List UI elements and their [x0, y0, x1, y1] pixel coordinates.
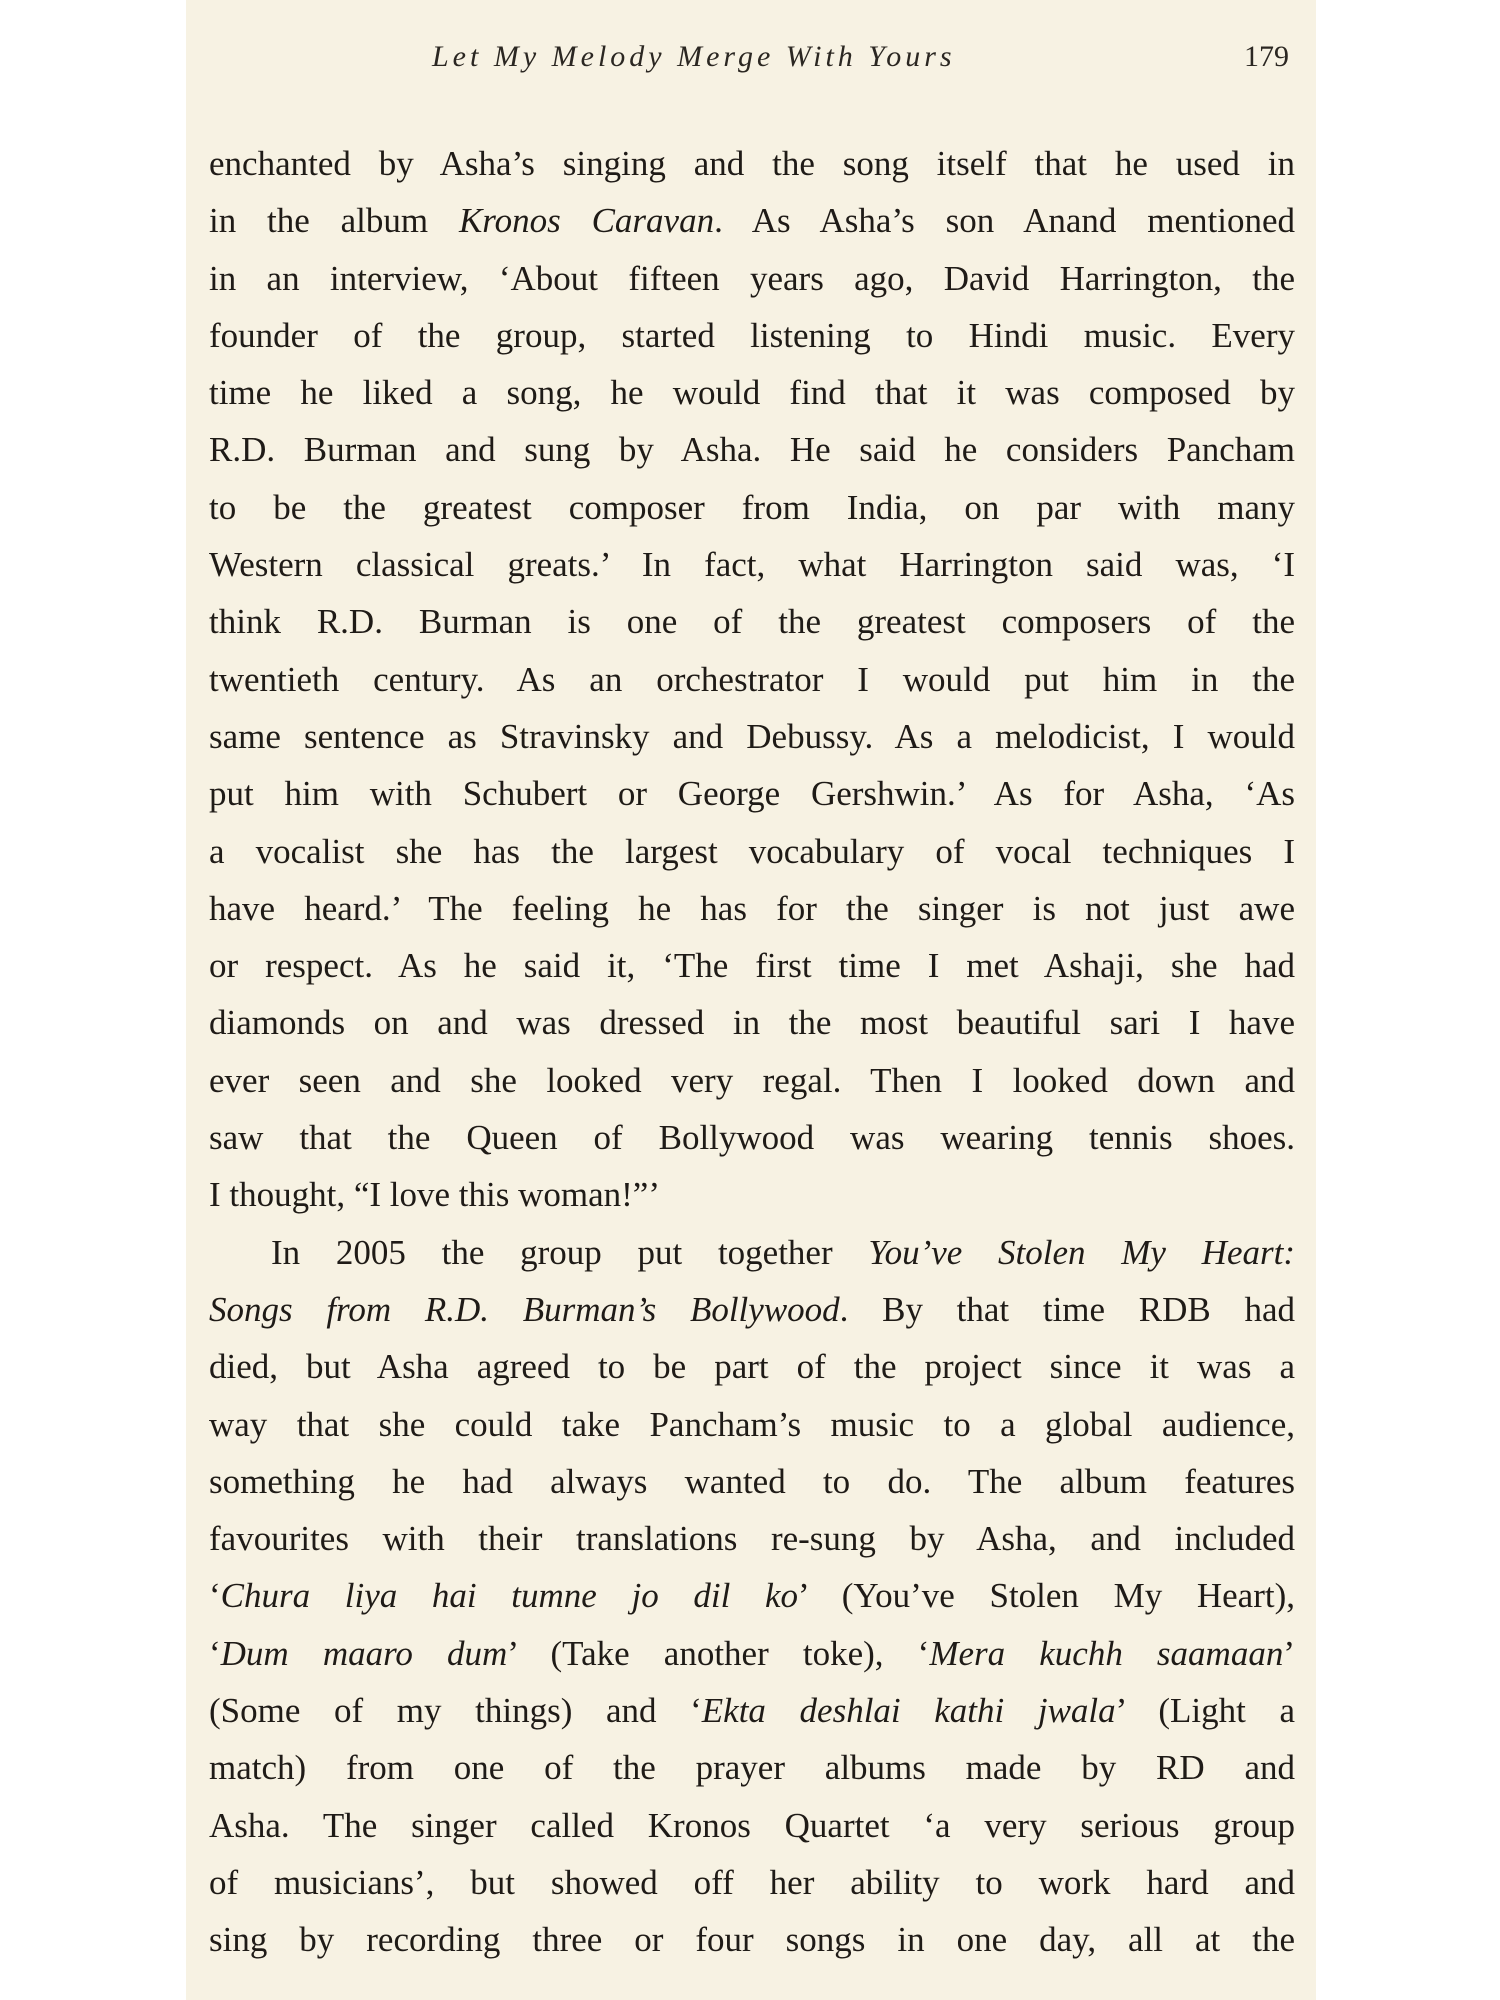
text-span: Asha. The singer called Kronos Quartet ‘a very serious group: [209, 1805, 1295, 1845]
text-line: [209, 135, 1295, 192]
body-text: [209, 135, 1295, 1969]
text-line: [209, 1625, 1295, 1682]
italic-text-span: Songs from R.D. Burman’s Bollywood: [209, 1289, 840, 1329]
text-span: something he had always wanted to do. The album features: [209, 1461, 1295, 1501]
text-span: or respect. As he said it, ‘The first time I met Ashaji, she had: [209, 946, 1295, 986]
text-line: [209, 479, 1295, 536]
text-line: [209, 1911, 1295, 1968]
text-line: [209, 1797, 1295, 1854]
text-span: twentieth century. As an orchestrator I would put him in the: [209, 659, 1295, 699]
italic-text-span: You’ve Stolen My Heart:: [868, 1232, 1295, 1272]
text-span: a vocalist she has the largest vocabulary of vocal techniques I: [209, 831, 1295, 871]
italic-text-span: Mera kuchh saamaan: [929, 1633, 1284, 1673]
text-span: . As Asha’s son Anand mentioned: [714, 201, 1296, 241]
text-line: [209, 421, 1295, 478]
text-span: enchanted by Asha’s singing and the song itself that he used in: [209, 144, 1295, 183]
text-span: same sentence as Stravinsky and Debussy. As a melodicist, I would: [209, 716, 1295, 756]
text-line: [209, 765, 1295, 822]
text-line: [209, 708, 1295, 765]
text-span: ‘: [209, 1633, 221, 1673]
text-span: I thought, “I love this woman!”’: [209, 1175, 661, 1215]
text-span: sing by recording three or four songs in one day, all at the: [209, 1920, 1295, 1960]
text-line: [209, 880, 1295, 937]
text-line: [209, 1396, 1295, 1453]
text-line: [209, 192, 1295, 249]
text-span: Western classical greats.’ In fact, what Harrington said was, ‘I: [209, 545, 1295, 585]
text-span: ‘: [209, 1576, 221, 1616]
text-line: [209, 1224, 1295, 1281]
text-span: time he liked a song, he would find that it was composed by: [209, 373, 1295, 413]
text-span: saw that the Queen of Bollywood was wearing tennis shoes.: [209, 1118, 1295, 1158]
text-line: [209, 536, 1295, 593]
text-line: [209, 651, 1295, 708]
italic-text-span: Chura liya hai tumne jo dil ko: [220, 1576, 798, 1616]
text-span: (Some of my things) and ‘: [209, 1691, 702, 1731]
text-line: [209, 593, 1295, 650]
text-line: [209, 1338, 1295, 1395]
text-line: [209, 994, 1295, 1051]
text-span: . By that time RDB had: [839, 1289, 1295, 1329]
text-line: [209, 1682, 1295, 1739]
italic-text-span: Ekta deshlai kathi jwala: [701, 1691, 1116, 1731]
text-span: ever seen and she looked very regal. Then I looked down and: [209, 1060, 1295, 1100]
text-line: [209, 823, 1295, 880]
text-span: way that she could take Pancham’s music to a global audience,: [209, 1404, 1295, 1444]
text-span: ’: [1283, 1633, 1295, 1673]
text-span: to be the greatest composer from India, on par with many: [209, 487, 1295, 527]
text-span: In 2005 the group put together: [271, 1232, 869, 1272]
text-span: have heard.’ The feeling he has for the singer is not just awe: [209, 888, 1295, 928]
text-span: R.D. Burman and sung by Asha. He said he considers Pancham: [209, 430, 1295, 470]
text-line: [209, 1281, 1295, 1338]
running-head-title: Let My Melody Merge With Yours: [432, 40, 956, 73]
text-span: put him with Schubert or George Gershwin.’ As for Asha, ‘As: [209, 774, 1295, 814]
text-span: founder of the group, started listening to Hindi music. Every: [209, 315, 1295, 355]
text-span: favourites with their translations re-sung by Asha, and included: [209, 1519, 1295, 1559]
text-line: [209, 250, 1295, 307]
text-line: [209, 1567, 1295, 1624]
text-line: [209, 1166, 1295, 1223]
text-line: [209, 307, 1295, 364]
text-line: [209, 364, 1295, 421]
text-line: [209, 1052, 1295, 1109]
text-span: think R.D. Burman is one of the greatest composers of the: [209, 602, 1295, 642]
text-line: [209, 1453, 1295, 1510]
page-number: 179: [1244, 40, 1289, 73]
text-span: in the album: [209, 201, 459, 241]
text-span: in an interview, ‘About fifteen years ago, David Harrington, the: [209, 258, 1295, 298]
italic-text-span: Dum maaro dum: [220, 1633, 508, 1673]
text-line: [209, 1109, 1295, 1166]
text-span: diamonds on and was dressed in the most beautiful sari I have: [209, 1003, 1295, 1043]
italic-text-span: Kronos Caravan: [458, 201, 715, 241]
text-span: ’ (Take another toke), ‘: [507, 1633, 930, 1673]
text-line: [209, 1739, 1295, 1796]
text-span: ’ (Light a: [1115, 1691, 1295, 1731]
text-line: [209, 1510, 1295, 1567]
text-span: ’ (You’ve Stolen My Heart),: [798, 1576, 1295, 1616]
text-span: died, but Asha agreed to be part of the project since it was a: [209, 1347, 1295, 1387]
text-line: [209, 937, 1295, 994]
text-line: [209, 1854, 1295, 1911]
text-span: match) from one of the prayer albums made by RD and: [209, 1748, 1295, 1788]
text-span: of musicians’, but showed off her ability to work hard and: [209, 1862, 1295, 1902]
